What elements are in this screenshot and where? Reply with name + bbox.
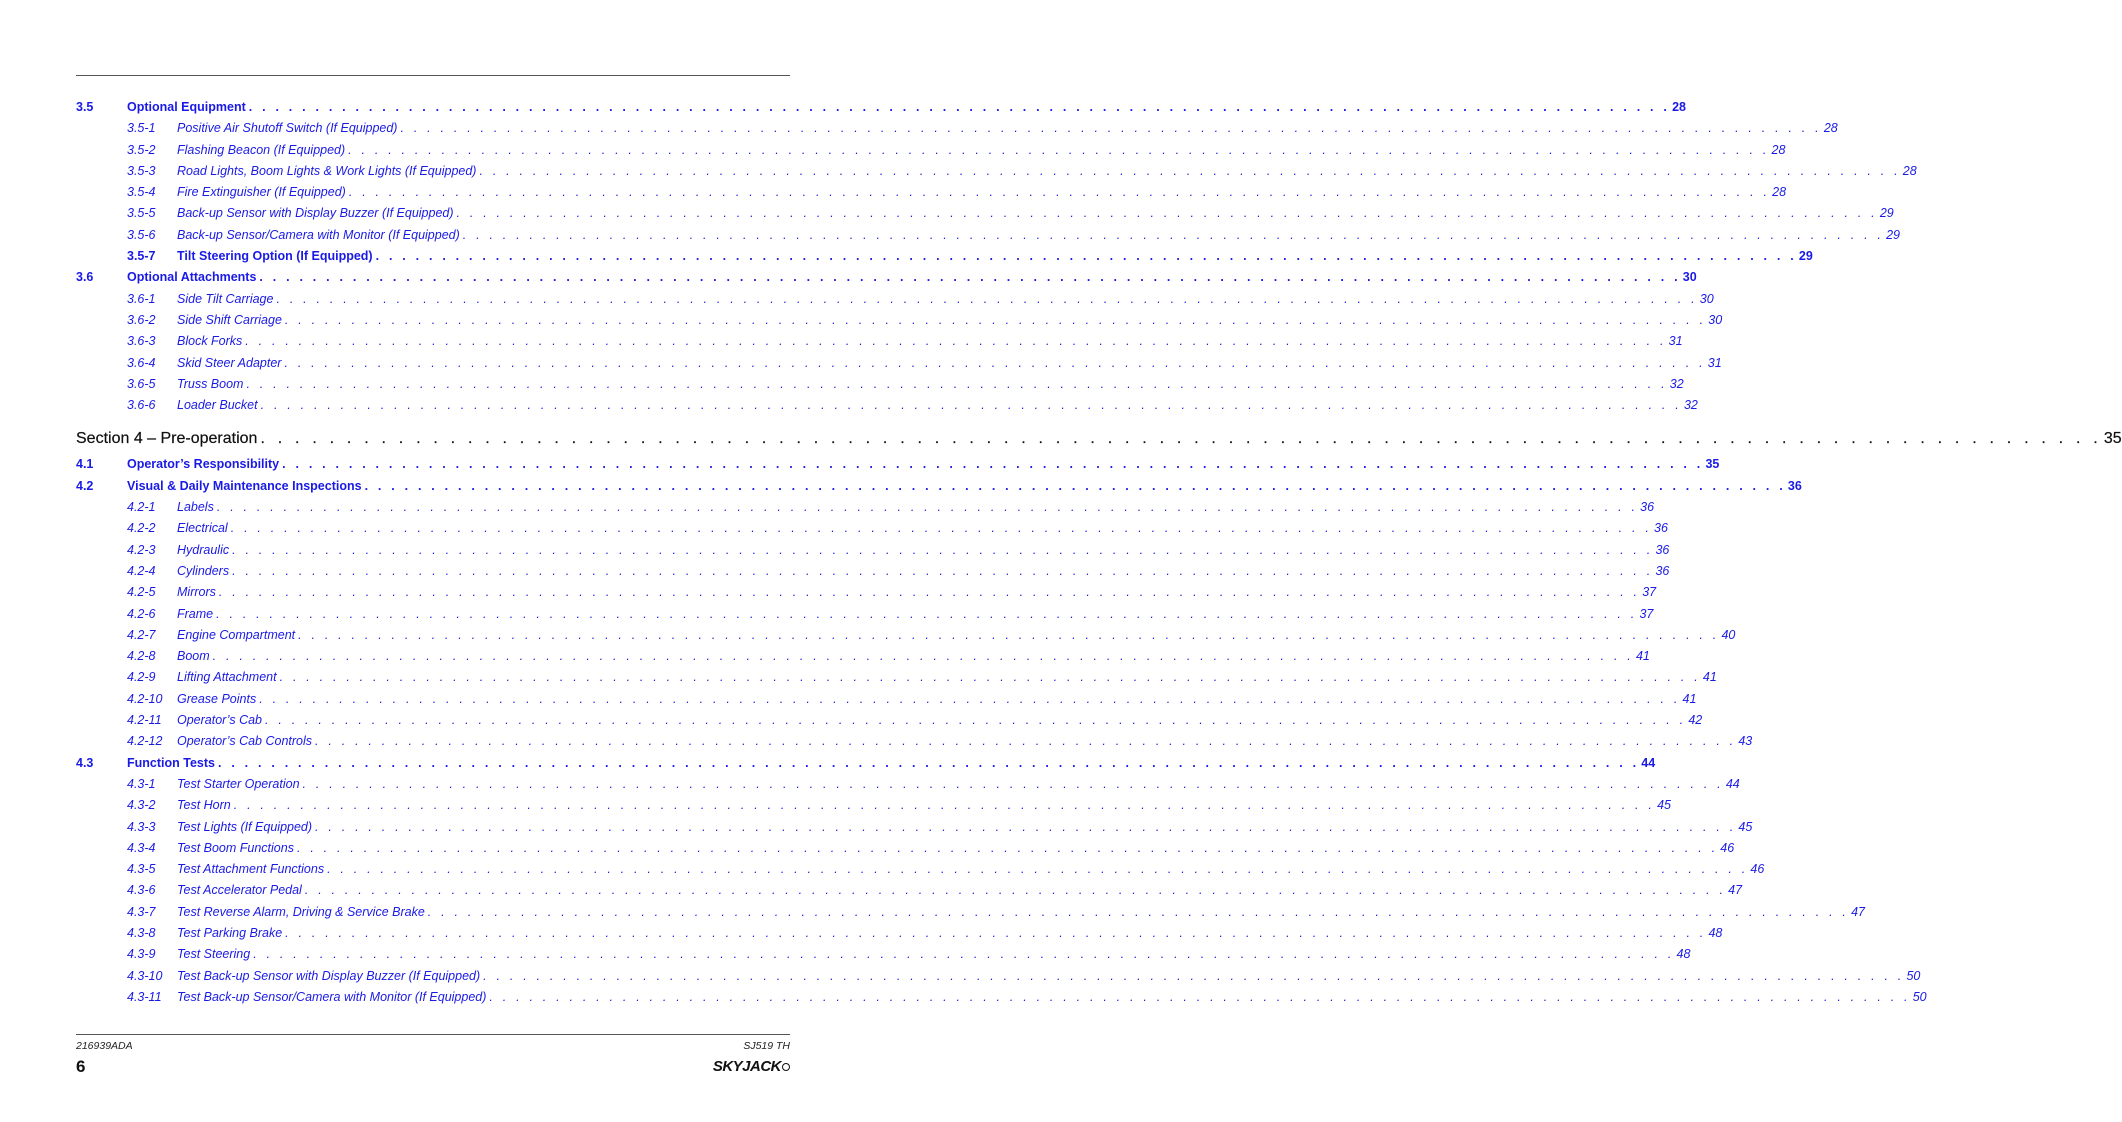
toc-entry-page[interactable]: 29: [1798, 249, 1813, 264]
toc-entry-title[interactable]: Frame: [177, 604, 216, 625]
toc-entry-line: [177, 561, 1670, 582]
toc-entry-line: [177, 161, 1917, 182]
table-of-contents: [76, 97, 2122, 1008]
toc-entry-number: 4.2-1: [127, 500, 156, 515]
toc-entry-title[interactable]: Boom: [177, 646, 213, 667]
toc-entry[interactable]: [76, 182, 1787, 203]
toc-entry-number: 4.2-12: [127, 734, 163, 749]
toc-entry-number: 4.3: [76, 755, 94, 770]
dot-leader: . . . . . . . . . . . . . . . . . . . . . . . . . . . . . . . . . . . . . . . . . . . . . . . . . . . . . . . . . . . . . . . . . . . . . . . . . . . . . . . . . . . . . . . . . . . . . . . . . . . . . . . . . . .: [216, 606, 1638, 621]
toc-entry[interactable]: [76, 795, 1671, 816]
toc-entry[interactable]: [76, 689, 1697, 710]
toc-entry[interactable]: [76, 540, 1670, 561]
toc-entry-line: [177, 395, 1698, 416]
toc-entry-page[interactable]: 41: [1682, 691, 1697, 706]
toc-entry-line: [177, 497, 1655, 518]
toc-entry-page[interactable]: 28: [1823, 121, 1838, 136]
dot-leader: . . . . . . . . . . . . . . . . . . . . . . . . . . . . . . . . . . . . . . . . . . . . . . . . . . . . . . . . . . . . . . . . . . . . . . . . . . . . . . . . . . . . . . . . . . . . . . . . . . . . . . . . . . .: [260, 398, 1682, 413]
toc-entry-title[interactable]: Mirrors: [177, 582, 219, 603]
toc-entry[interactable]: [76, 710, 1703, 731]
toc-entry-title[interactable]: Road Lights, Boom Lights & Work Lights (If Equipped): [177, 161, 479, 182]
toc-entry-line: [127, 267, 1697, 288]
toc-entry-title[interactable]: Back-up Sensor/Camera with Monitor (If Equipped): [177, 225, 463, 246]
toc-entry-line: [177, 540, 1670, 561]
toc-entry-page[interactable]: 48: [1676, 947, 1691, 962]
dot-leader: . . . . . . . . . . . . . . . . . . . . . . . . . . . . . . . . . . . . . . . . . . . . . . . . . . . . . . . . . . . . . . . . . . . . . . . . . . . . . . . . . . . . . . . . . . . . . . . . . . . . . . . . . . .: [400, 121, 1822, 136]
toc-entry-page[interactable]: 42: [1688, 713, 1703, 728]
toc-entry-page[interactable]: 41: [1702, 670, 1717, 685]
toc-entry-number: 4.3-9: [127, 947, 156, 962]
toc-entry-number: 4.2-10: [127, 691, 163, 706]
toc-entry-title[interactable]: Test Horn: [177, 795, 234, 816]
toc-entry-title[interactable]: Operator’s Responsibility: [127, 454, 282, 475]
toc-entry-number: 3.5-3: [127, 163, 156, 178]
toc-entry[interactable]: [76, 353, 1722, 374]
dot-leader: . . . . . . . . . . . . . . . . . . . . . . . . . . . . . . . . . . . . . . . . . . . . . . . . . . . . . . . . . . . . . . . . . . . . . . . . . . . . . . . . . . . . . . . . . . . . . . . . . . . . . . . . . . .: [233, 798, 1656, 813]
toc-entry[interactable]: [76, 97, 1686, 118]
toc-entry-page[interactable]: 36: [1655, 563, 1670, 578]
toc-entry-number: 4.2-9: [127, 670, 156, 685]
toc-entry-number: 4.3-11: [127, 989, 162, 1004]
dot-leader: . . . . . . . . . . . . . . . . . . . . . . . . . . . . . . . . . . . . . . . . . . . . . . . . . . . . . . . . . . . . . . . . . . . . . . . . . . . . . . . . . . . . . . . . . . . . . . . . . . . . . . . . . . .: [489, 989, 1911, 1004]
toc-entry-number: 4.1: [76, 457, 94, 472]
toc-entry[interactable]: [76, 774, 1740, 795]
toc-entry[interactable]: [76, 731, 1753, 752]
toc-entry[interactable]: [76, 203, 1894, 224]
dot-leader: . . . . . . . . . . . . . . . . . . . . . . . . . . . . . . . . . . . . . . . . . . . . . . . . . . . . . . . . . . . . . . . . . . . . . . . . . . . . . . . . . . . . . . . . . . . . . . . . . . . . . . . . . . .: [304, 883, 1727, 898]
toc-entry-title[interactable]: Cylinders: [177, 561, 232, 582]
toc-entry-line: [177, 838, 1735, 859]
toc-entry-page[interactable]: 44: [1725, 776, 1740, 791]
toc-entry-line: [177, 118, 1838, 139]
toc-entry-number: 3.5: [76, 100, 94, 114]
toc-entry-line: [177, 817, 1753, 838]
dot-leader: . . . . . . . . . . . . . . . . . . . . . . . . . . . . . . . . . . . . . . . . . . . . . . . . . . . . . . . . . . . . . . . . . . . . . . . . . . . . . . . . . . . . . . . . . . . . . . . . . . . . . . . . . . .: [217, 755, 1640, 770]
toc-entry-number: 4.3-3: [127, 819, 156, 834]
dot-leader: . . . . . . . . . . . . . . . . . . . . . . . . . . . . . . . . . . . . . . . . . . . . . . . . . . . . . . . . . . . . . . . . . . . . . . . . . . . . . . . . . . . . . . . . . . . . . . . . . . . . . . . . . . .: [284, 355, 1706, 370]
logo-text: SKYJACK: [712, 1058, 781, 1075]
toc-entry[interactable]: [76, 838, 1735, 859]
toc-entry-line: [177, 331, 1683, 352]
toc-entry-title[interactable]: Test Accelerator Pedal: [177, 880, 305, 901]
toc-entry-line: [177, 374, 1684, 395]
dot-leader: . . . . . . . . . . . . . . . . . . . . . . . . . . . . . . . . . . . . . . . . . . . . . . . . . . . . . . . . . . . . . . . . . . . . . . . . . . . . . . . . . . . . . . . . . . . . . . . . . . . . . . . . . . .: [479, 163, 1901, 178]
toc-entry[interactable]: [76, 267, 1697, 288]
dot-leader: . . . . . . . . . . . . . . . . . . . . . . . . . . . . . . . . . . . . . . . . . . . . . . . . . . . . . . . . . . . . . . . . . . . . . . . . . . . . . . . . . . . . . . . . . . . . . . . . . . . . . . . . . . .: [483, 968, 1905, 983]
toc-entry-page[interactable]: 28: [1672, 100, 1686, 114]
toc-entry[interactable]: [76, 902, 1866, 923]
skyjack-logo: [713, 1058, 790, 1075]
page-number: 6: [76, 1057, 86, 1076]
toc-entry-title[interactable]: Section 4 – Pre-operation: [76, 424, 260, 454]
dot-leader: . . . . . . . . . . . . . . . . . . . . . . . . . . . . . . . . . . . . . . . . . . . . . . . . . . . . . . . . . . . . . . . . . . . . . . . . . . . . . . . . . . . . . . . . . . . . . . . . . . . . . . . . . . .: [315, 734, 1737, 749]
dot-leader: . . . . . . . . . . . . . . . . . . . . . . . . . . . . . . . . . . . . . . . . . . . . . . . . . . . . . . . . . . . . . . . . . . . . . . . . . . . . . . . . . . . . . . . . . . . . . . . . . . . . . . . . . . .: [285, 925, 1707, 940]
toc-entry-title[interactable]: Block Forks: [177, 331, 245, 352]
toc-entry-number: 4.2-6: [127, 606, 156, 621]
toc-entry-line: [177, 582, 1657, 603]
toc-entry[interactable]: [76, 880, 1743, 901]
toc-entry[interactable]: [76, 646, 1650, 667]
toc-entry-number: 4.2-7: [127, 627, 156, 642]
toc-entry-page[interactable]: 31: [1668, 334, 1683, 349]
dot-leader: . . . . . . . . . . . . . . . . . . . . . . . . . . . . . . . . . . . . . . . . . . . . . . . . . . . . . . . . . . . . . . . . . . . . . . . . . . . . . . . . . . . . . . . . . . . . . . . . . . . . . . . . . . .: [296, 840, 1719, 855]
toc-entry-title[interactable]: Side Shift Carriage: [177, 310, 285, 331]
toc-entry-page[interactable]: 40: [1721, 627, 1736, 642]
toc-entry-title[interactable]: Test Parking Brake: [177, 923, 285, 944]
registered-mark-icon: [782, 1063, 790, 1071]
toc-entry-page[interactable]: 47: [1728, 883, 1743, 898]
toc-entry-line: [177, 667, 1717, 688]
toc-entry[interactable]: [76, 454, 1720, 475]
toc-entry-number: 3.5-1: [127, 121, 156, 136]
toc-entry-title[interactable]: Skid Steer Adapter: [177, 353, 284, 374]
dot-leader: . . . . . . . . . . . . . . . . . . . . . . . . . . . . . . . . . . . . . . . . . . . . . . . . . . . . . . . . . . . . . . . . . . . . . . . . . . . . . . . . . . . . . . . . . . . . . . . . . . . . . . . . . . .: [279, 670, 1701, 685]
toc-entry-title[interactable]: Visual & Daily Maintenance Inspections: [127, 476, 365, 497]
toc-entry-number: 4.3-1: [127, 776, 156, 791]
toc-entry-page[interactable]: 29: [1886, 227, 1900, 242]
toc-entry-line: [177, 689, 1697, 710]
toc-entry-line: [177, 944, 1691, 965]
dot-leader: . . . . . . . . . . . . . . . . . . . . . . . . . . . . . . . . . . . . . . . . . . . . . . . . . . . . . . . . . . . . . . . . . . . . . . . . . . . . . . . . . . . . . . . . . . . . . . . . . . . . . . . . . . .: [245, 334, 1667, 349]
toc-entry[interactable]: [76, 331, 1683, 352]
toc-entry-page[interactable]: 28: [1772, 185, 1787, 200]
dot-leader: . . . . . . . . . . . . . . . . . . . . . . . . . . . . . . . . . . . . . . . . . . . . . . . . . . . . . . . . . . . . . . . . . . . . . . . . . . . . . . . . . . . . . . . . . . . . . . . . . . . . . . . . . . .: [232, 542, 1654, 557]
toc-entry-title[interactable]: Side Tilt Carriage: [177, 289, 276, 310]
footer-rule: [76, 1034, 790, 1035]
toc-entry-number: 3.5-7: [127, 249, 156, 264]
toc-entry-line: [177, 310, 1723, 331]
toc-entry-title[interactable]: Test Boom Functions: [177, 838, 297, 859]
document-number: 216939ADA: [76, 1040, 133, 1052]
toc-entry-page[interactable]: 48: [1708, 925, 1723, 940]
dot-leader: . . . . . . . . . . . . . . . . . . . . . . . . . . . . . . . . . . . . . . . . . . . . . . . . . . . . . . . . . . . . . . . . . . . . . . . . . . . . . . . . . . . . . . . . . . . . . . . . . . . . . . . . . . .: [315, 819, 1737, 834]
toc-entry-line: [177, 795, 1671, 816]
toc-entry-title[interactable]: Hydraulic: [177, 540, 232, 561]
toc-entry-page[interactable]: 30: [1708, 312, 1723, 327]
toc-entry[interactable]: [76, 625, 1736, 646]
toc-entry-line: [177, 604, 1654, 625]
toc-entry-page[interactable]: 28: [1902, 163, 1917, 178]
toc-entry[interactable]: [76, 225, 1900, 246]
toc-entry-page[interactable]: 28: [1771, 142, 1786, 157]
toc-entry-line: [177, 774, 1740, 795]
toc-entry-title[interactable]: Function Tests: [127, 753, 218, 774]
toc-entry-title[interactable]: Test Back-up Sensor/Camera with Monitor (If Equipped): [177, 987, 489, 1008]
toc-entry[interactable]: [76, 161, 1917, 182]
toc-entry-title[interactable]: Grease Points: [177, 689, 259, 710]
toc-entry-title[interactable]: Test Attachment Functions: [177, 859, 327, 880]
toc-entry-title[interactable]: Engine Compartment: [177, 625, 298, 646]
toc-entry-number: 4.2-8: [127, 649, 156, 664]
toc-entry-page[interactable]: 44: [1641, 755, 1656, 770]
toc-entry-title[interactable]: Loader Bucket: [177, 395, 261, 416]
toc-entry-title[interactable]: Test Lights (If Equipped): [177, 817, 315, 838]
toc-entry-line: [76, 424, 2122, 454]
toc-entry-page[interactable]: 46: [1750, 862, 1765, 877]
toc-entry-page[interactable]: 35: [2103, 430, 2122, 448]
dot-leader: . . . . . . . . . . . . . . . . . . . . . . . . . . . . . . . . . . . . . . . . . . . . . . . . . . . . . . . . . . . . . . . . . . . . . . . . . . . . . . . . . . . . . . . . . . . . . . . . . . . . . . . . . . .: [348, 142, 1770, 157]
toc-entry-number: 3.6-4: [127, 355, 156, 370]
toc-entry-page[interactable]: 36: [1640, 500, 1655, 515]
toc-entry-page[interactable]: 32: [1683, 398, 1698, 413]
dot-leader: . . . . . . . . . . . . . . . . . . . . . . . . . . . . . . . . . . . . . . . . . . . . . . . . . . . . . . . . . . . . . . . . . . . . . . . . . . . . . . . . . . . . . . . . . . . . . . . . . . . . . . . . . . .: [265, 713, 1687, 728]
toc-entry[interactable]: [76, 817, 1753, 838]
toc-entry-page[interactable]: 35: [1705, 457, 1720, 472]
toc-entry-number: 4.3-6: [127, 883, 156, 898]
toc-entry-number: 3.6-2: [127, 312, 156, 327]
toc-entry-page[interactable]: 50: [1912, 989, 1927, 1004]
toc-entry-line: [177, 182, 1787, 203]
toc-entry-title[interactable]: Optional Attachments: [127, 267, 259, 288]
toc-entry-title[interactable]: Test Back-up Sensor with Display Buzzer (If Equipped): [177, 966, 483, 987]
toc-entry-line: [177, 923, 1723, 944]
toc-entry-page[interactable]: 31: [1707, 355, 1722, 370]
toc-entry-line: [177, 518, 1668, 539]
dot-leader: . . . . . . . . . . . . . . . . . . . . . . . . . . . . . . . . . . . . . . . . . . . . . . . . . . . . . . . . . . . . . . . . . . . . . . . . . . . . . . . . . . . . . . . . . . . . . . . . . . . . . . . . . . .: [427, 904, 1850, 919]
toc-entry[interactable]: [76, 667, 1717, 688]
toc-entry-line: [177, 710, 1703, 731]
toc-entry[interactable]: [76, 374, 1684, 395]
header-rule: [76, 75, 790, 76]
toc-entry-page[interactable]: 36: [1654, 521, 1668, 536]
toc-entry-title[interactable]: Labels: [177, 497, 217, 518]
toc-entry-number: 4.3-4: [127, 840, 156, 855]
toc-entry-number: 4.3-5: [127, 862, 156, 877]
toc-entry-page[interactable]: 30: [1682, 270, 1697, 285]
toc-entry-line: [177, 353, 1722, 374]
dot-leader: . . . . . . . . . . . . . . . . . . . . . . . . . . . . . . . . . . . . . . . . . . . . . . . . . . . . . . . . . . . . . . . . . . . . . . . . . . . . . . . . . . . . . . . . . . . . . . . . . . . . . . . . . . .: [212, 649, 1634, 664]
toc-entry-page[interactable]: 43: [1738, 734, 1753, 749]
toc-entry-number: 4.2-4: [127, 563, 156, 578]
dot-leader: . . . . . . . . . . . . . . . . . . . . . . . . . . . . . . . . . . . . . . . . . . . . . . . . . . . . . . . . . . . . . . . . . . . . . . . . . . . . . . . . . . . . . . . . . . . . . . . . . . . . . . . . . . .: [216, 500, 1639, 515]
toc-entry-number: 3.5-6: [127, 227, 156, 242]
toc-entry-page[interactable]: 50: [1906, 968, 1921, 983]
dot-leader: . . . . . . . . . . . . . . . . . . . . . . . . . . . . . . . . . . . . . . . . . . . . . . . . . . . . . . . . . . . . . . . . . . . . . . . . . . . . . . . . . . . . . . . . . . . . . . . . . . . . . . . . . . .: [259, 270, 1681, 285]
toc-entry-title[interactable]: Lifting Attachment: [177, 667, 280, 688]
toc-entry-title[interactable]: Electrical: [177, 518, 231, 539]
dot-leader: . . . . . . . . . . . . . . . . . . . . . . . . . . . . . . . . . . . . . . . . . . . . . . . . . . . . . . . . . . . . . . . . . . . . . . . . . . . . . . . . . . . . . . . . . . . . . . . . . . . . . . . . . . .: [253, 947, 1675, 962]
toc-entry-page[interactable]: 41: [1635, 649, 1650, 664]
toc-entry-number: 4.2-5: [127, 585, 156, 600]
toc-entry-line: [177, 625, 1736, 646]
dot-leader: . . . . . . . . . . . . . . . . . . . . . . . . . . . . . . . . . . . . . . . . . . . . . . . . . . . . . . . . . . . . . . . . . . . . . . . . . . . . . . . . . . . . . . . . . . . . . . . . . . . . . . . . . . .: [248, 100, 1671, 114]
toc-entry[interactable]: [76, 859, 1765, 880]
toc-entry-title[interactable]: Truss Boom: [177, 374, 246, 395]
toc-entry-number: 4.3-2: [127, 798, 156, 813]
toc-entry[interactable]: [76, 753, 1656, 774]
dot-leader: . . . . . . . . . . . . . . . . . . . . . . . . . . . . . . . . . . . . . . . . . . . . . . . . . . . . . . . . . . . . . . . . . . . . . . . . . . . . . . . . . . . . . . . . . . . . . . . . . . . . . . . . . . .: [246, 376, 1668, 391]
toc-entry-line: [177, 246, 1813, 267]
toc-entry-title[interactable]: Operator’s Cab Controls: [177, 731, 315, 752]
toc-entry-line: [177, 203, 1894, 224]
toc-entry[interactable]: [76, 923, 1723, 944]
dot-leader: . . . . . . . . . . . . . . . . . . . . . . . . . . . . . . . . . . . . . . . . . . . . . . . . . . . . . . . . . . . . . . . . . . . . . . . . . . . . . . . . . . . . . . . . . . . . . . . . . . . . . . . . . . .: [375, 249, 1797, 264]
dot-leader: . . . . . . . . . . . . . . . . . . . . . . . . . . . . . . . . . . . . . . . . . . . . . . . . . . . . . . . . . . . . . . . . . . . . . . . . . . . . . . . . . . . . . . . . . . . . . . . . . . . . . . . . . . .: [276, 291, 1698, 306]
toc-entry-line: [127, 476, 1802, 497]
toc-entry[interactable]: [76, 118, 1838, 139]
toc-entry[interactable]: [76, 561, 1670, 582]
toc-entry-page[interactable]: 29: [1879, 206, 1894, 221]
dot-leader: . . . . . . . . . . . . . . . . . . . . . . . . . . . . . . . . . . . . . . . . . . . . . . . . . . . . . . . . . . . . . . . . . . . . . . . . . . . . . . . . . . . . . . . . . . . . . . . . . . . . . . . . . . .: [462, 227, 1885, 242]
toc-entry-title[interactable]: Positive Air Shutoff Switch (If Equipped): [177, 118, 400, 139]
toc-entry-number: 3.6-6: [127, 398, 156, 413]
toc-entry-title[interactable]: Back-up Sensor with Display Buzzer (If Equipped): [177, 203, 457, 224]
dot-leader: . . . . . . . . . . . . . . . . . . . . . . . . . . . . . . . . . . . . . . . . . . . . . . . . . . . . . . . . . . . . . . . . . . . . . . . . . . . . . . . . . . . . . . . . . . . . . . . . . . . . . . . . . . .: [230, 521, 1653, 536]
toc-entry-line: [177, 731, 1753, 752]
toc-entry-line: [177, 289, 1714, 310]
toc-entry[interactable]: [76, 497, 1655, 518]
toc-entry-number: 4.2-3: [127, 542, 156, 557]
toc-entry-title[interactable]: Optional Equipment: [127, 97, 249, 118]
toc-entry[interactable]: [76, 987, 1927, 1008]
toc-entry-number: 4.2-2: [127, 521, 156, 536]
toc-entry-number: 3.6-3: [127, 334, 156, 349]
toc-entry[interactable]: [76, 395, 1698, 416]
toc-entry[interactable]: [76, 310, 1723, 331]
toc-entry-title[interactable]: Tilt Steering Option (If Equipped): [177, 246, 376, 267]
toc-entry-number: 4.2: [76, 478, 94, 493]
toc-entry-title[interactable]: Fire Extinguisher (If Equipped): [177, 182, 349, 203]
toc-entry-number: 3.6: [76, 270, 94, 285]
toc-entry[interactable]: [76, 944, 1691, 965]
toc-entry-page[interactable]: 45: [1738, 819, 1753, 834]
toc-entry-page[interactable]: 47: [1851, 904, 1866, 919]
toc-entry-line: [177, 225, 1900, 246]
toc-entry-line: [177, 140, 1786, 161]
toc-entry-number: 4.2-11: [127, 713, 162, 728]
dot-leader: . . . . . . . . . . . . . . . . . . . . . . . . . . . . . . . . . . . . . . . . . . . . . . . . . . . . . . . . . . . . . . . . . . . . . . . . . . . . . . . . . . . . . . . . . . . . . . . . . . . . . . . . . . .: [456, 206, 1878, 221]
toc-entry-page[interactable]: 37: [1639, 606, 1654, 621]
toc-entry-line: [177, 987, 1927, 1008]
toc-entry-page[interactable]: 46: [1720, 840, 1735, 855]
toc-entry[interactable]: [76, 246, 1813, 267]
toc-entry-line: [177, 880, 1743, 901]
dot-leader: . . . . . . . . . . . . . . . . . . . . . . . . . . . . . . . . . . . . . . . . . . . . . . . . . . . . . . . . . . . . . . . . . . . . . . . . . . . . . . . . . . . . . . . . . . . . . . . . . . . . . . . . . . .: [218, 585, 1641, 600]
toc-entry-number: 3.6-5: [127, 376, 156, 391]
dot-leader: . . . . . . . . . . . . . . . . . . . . . . . . . . . . . . . . . . . . . . . . . . . . . . . . . . . . . . . . . . . . . . . . . . . . . . . . . . . . . . . . . . . . . . . . . . . . . . . . . . . . . . . . . . .: [298, 627, 1720, 642]
toc-entry-line: [177, 859, 1765, 880]
toc-entry-number: 3.5-4: [127, 185, 156, 200]
toc-entry-title[interactable]: Operator’s Cab: [177, 710, 265, 731]
dot-leader: . . . . . . . . . . . . . . . . . . . . . . . . . . . . . . . . . . . . . . . . . . . . . . . . . . . . . . . . . . . . . . . . . . . . . . . . . . . . . . . . . . . . . . . . . . . . . . . . . . . . . . . . . . .: [260, 430, 2102, 448]
dot-leader: . . . . . . . . . . . . . . . . . . . . . . . . . . . . . . . . . . . . . . . . . . . . . . . . . . . . . . . . . . . . . . . . . . . . . . . . . . . . . . . . . . . . . . . . . . . . . . . . . . . . . . . . . . .: [348, 185, 1771, 200]
toc-entry-line: [177, 646, 1650, 667]
toc-entry-line: [127, 454, 1720, 475]
toc-entry-number: 3.5-5: [127, 206, 156, 221]
toc-entry-number: 3.6-1: [127, 291, 156, 306]
toc-entry-page[interactable]: 45: [1657, 798, 1671, 813]
toc-entry-title[interactable]: Flashing Beacon (If Equipped): [177, 140, 348, 161]
dot-leader: . . . . . . . . . . . . . . . . . . . . . . . . . . . . . . . . . . . . . . . . . . . . . . . . . . . . . . . . . . . . . . . . . . . . . . . . . . . . . . . . . . . . . . . . . . . . . . . . . . . . . . . . . . .: [232, 563, 1654, 578]
dot-leader: . . . . . . . . . . . . . . . . . . . . . . . . . . . . . . . . . . . . . . . . . . . . . . . . . . . . . . . . . . . . . . . . . . . . . . . . . . . . . . . . . . . . . . . . . . . . . . . . . . . . . . . . . . .: [327, 862, 1749, 877]
dot-leader: . . . . . . . . . . . . . . . . . . . . . . . . . . . . . . . . . . . . . . . . . . . . . . . . . . . . . . . . . . . . . . . . . . . . . . . . . . . . . . . . . . . . . . . . . . . . . . . . . . . . . . . . . . .: [364, 478, 1786, 493]
toc-entry-number: 3.5-2: [127, 142, 156, 157]
toc-entry[interactable]: [76, 518, 1668, 539]
toc-entry-title[interactable]: Test Reverse Alarm, Driving & Service Brake: [177, 902, 428, 923]
model-number: SJ519 TH: [743, 1040, 790, 1052]
toc-entry-page[interactable]: 30: [1699, 291, 1714, 306]
dot-leader: . . . . . . . . . . . . . . . . . . . . . . . . . . . . . . . . . . . . . . . . . . . . . . . . . . . . . . . . . . . . . . . . . . . . . . . . . . . . . . . . . . . . . . . . . . . . . . . . . . . . . . . . . . .: [302, 776, 1724, 791]
toc-entry-line: [127, 753, 1656, 774]
toc-entry-title[interactable]: Test Steering: [177, 944, 253, 965]
toc-entry-title[interactable]: Test Starter Operation: [177, 774, 303, 795]
toc-entry[interactable]: [76, 966, 1921, 987]
toc-entry-line: [177, 902, 1866, 923]
toc-entry[interactable]: [76, 476, 1802, 497]
toc-entry-line: [177, 966, 1921, 987]
toc-entry-number: 4.3-8: [127, 925, 156, 940]
toc-entry[interactable]: [76, 289, 1714, 310]
dot-leader: . . . . . . . . . . . . . . . . . . . . . . . . . . . . . . . . . . . . . . . . . . . . . . . . . . . . . . . . . . . . . . . . . . . . . . . . . . . . . . . . . . . . . . . . . . . . . . . . . . . . . . . . . . .: [259, 691, 1681, 706]
toc-entry[interactable]: [76, 140, 1786, 161]
toc-entry-page[interactable]: 32: [1669, 376, 1684, 391]
toc-entry-number: 4.3-10: [127, 968, 163, 983]
dot-leader: . . . . . . . . . . . . . . . . . . . . . . . . . . . . . . . . . . . . . . . . . . . . . . . . . . . . . . . . . . . . . . . . . . . . . . . . . . . . . . . . . . . . . . . . . . . . . . . . . . . . . . . . . . .: [284, 312, 1707, 327]
toc-entry-line: [127, 97, 1686, 118]
toc-entry-page[interactable]: 36: [1655, 542, 1670, 557]
toc-entry-number: 4.3-7: [127, 904, 156, 919]
dot-leader: . . . . . . . . . . . . . . . . . . . . . . . . . . . . . . . . . . . . . . . . . . . . . . . . . . . . . . . . . . . . . . . . . . . . . . . . . . . . . . . . . . . . . . . . . . . . . . . . . . . . . . . . . . .: [282, 457, 1704, 472]
toc-entry[interactable]: [76, 582, 1657, 603]
toc-entry-page[interactable]: 36: [1787, 478, 1802, 493]
toc-entry[interactable]: [76, 604, 1654, 625]
toc-section-heading[interactable]: [76, 424, 2122, 454]
toc-entry-page[interactable]: 37: [1642, 585, 1657, 600]
